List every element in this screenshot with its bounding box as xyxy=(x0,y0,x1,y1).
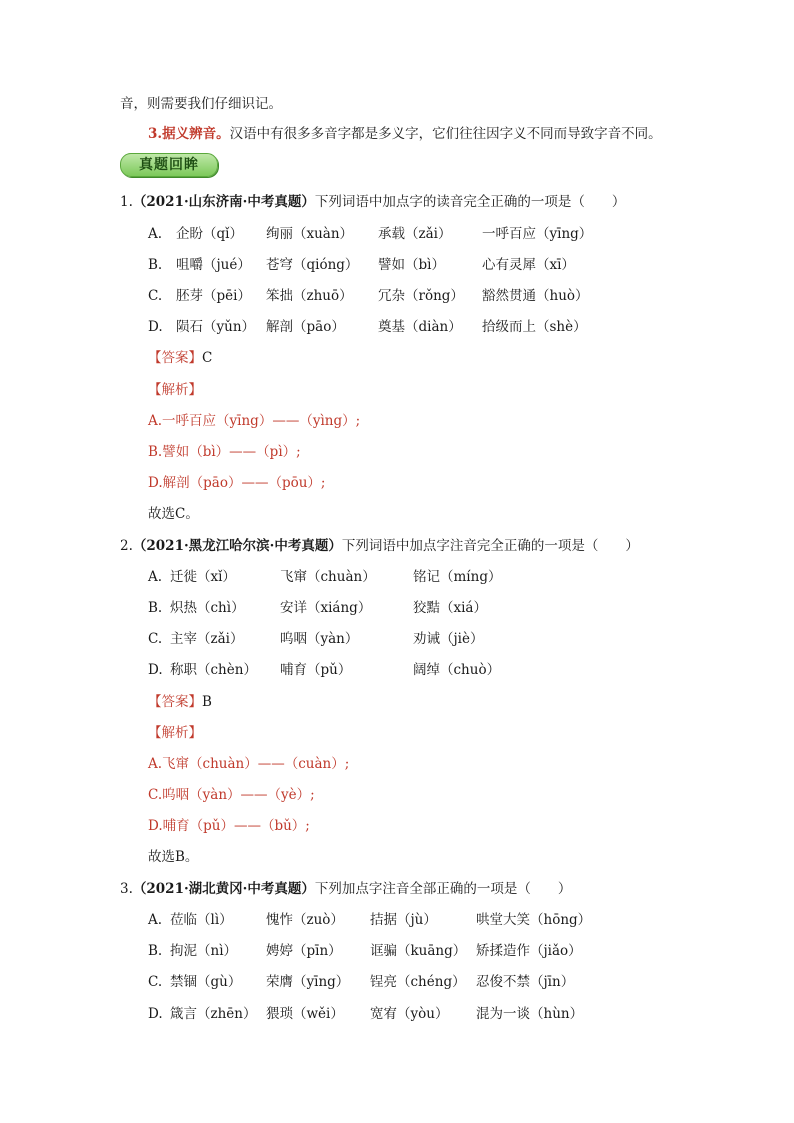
conclusion: 故选C。 xyxy=(148,506,199,522)
option-label: B. xyxy=(148,600,163,616)
question-number: 3. xyxy=(120,881,133,897)
answer-value: C xyxy=(202,350,213,366)
point-text: 汉语中有很多多音字都是多义字，它们往往因字义不同而导致字音不同。 xyxy=(229,126,662,142)
option-label: C. xyxy=(148,631,163,647)
question-stem: 下列词语中加点字注音完全正确的一项是（ ） xyxy=(341,538,639,554)
option-item: 笨拙（zhuō） xyxy=(266,288,353,304)
option-item: 陨石（yǔn） xyxy=(176,319,256,335)
option-label: D. xyxy=(148,1006,163,1022)
point-number: 3. xyxy=(148,126,163,142)
option-item: 一呼百应（yīng） xyxy=(482,226,593,242)
option-item: 企盼（qǐ） xyxy=(176,226,243,242)
option-item: 承载（zǎi） xyxy=(378,226,452,242)
answer-tag: 【答案】 xyxy=(148,350,202,366)
option-item: 猥琐（wěi） xyxy=(266,1006,344,1022)
question-number: 2. xyxy=(120,538,133,554)
option-item: 狡黠（xiá） xyxy=(413,600,487,616)
question-source: （2021·黑龙江哈尔滨·中考真题） xyxy=(132,538,342,554)
option-label: B. xyxy=(148,943,163,959)
option-label: B. xyxy=(148,257,163,273)
option-item: 迁徙（xǐ） xyxy=(170,569,236,585)
point-3 xyxy=(148,124,662,144)
option-item: 炽热（chì） xyxy=(170,600,245,616)
analysis-item: D.哺育（pǔ）——（bǔ）; xyxy=(148,818,310,834)
question-source: （2021·湖北黄冈·中考真题） xyxy=(132,881,315,897)
question-2 xyxy=(120,536,639,556)
option-item: 阔绰（chuò） xyxy=(413,662,501,678)
option-item: 混为一谈（hùn） xyxy=(476,1006,584,1022)
intro-text: 音，则需要我们仔细识记。 xyxy=(120,96,282,112)
option-item: 荣膺（yīng） xyxy=(266,974,350,990)
analysis-header xyxy=(148,723,202,743)
option-item: 拘泥（nì） xyxy=(170,943,238,959)
option-label: A. xyxy=(148,569,163,585)
option-item: 愧怍（zuò） xyxy=(266,912,344,928)
option-label: D. xyxy=(148,319,163,335)
option-item: 莅临（lì） xyxy=(170,912,233,928)
option-item: 心有灵犀（xī） xyxy=(482,257,575,273)
option-item: 飞窜（chuàn） xyxy=(280,569,376,585)
question-stem: 下列词语中加点字的读音完全正确的一项是（ ） xyxy=(314,194,626,210)
section-badge-label: 真题回眸 xyxy=(139,157,199,173)
option-item: 矫揉造作（jiǎo） xyxy=(476,943,582,959)
point-title: 据义辨音。 xyxy=(162,126,230,142)
option-item: 宽宥（yòu） xyxy=(370,1006,449,1022)
analysis-tag: 【解析】 xyxy=(148,725,202,741)
option-item: 锃亮（chéng） xyxy=(370,974,466,990)
option-item: 咀嚼（jué） xyxy=(176,257,251,273)
analysis-header xyxy=(148,380,202,400)
intro-line xyxy=(120,94,282,114)
option-item: 称职（chèn） xyxy=(170,662,257,678)
option-item: 奠基（diàn） xyxy=(378,319,462,335)
question-3 xyxy=(120,879,571,899)
analysis-item: A.飞窜（chuàn）——（cuàn）; xyxy=(148,756,350,772)
question-stem: 下列加点字注音全部正确的一项是（ ） xyxy=(314,881,572,897)
analysis-tag: 【解析】 xyxy=(148,382,202,398)
answer-line xyxy=(148,692,212,712)
option-item: 胚芽（pēi） xyxy=(176,288,251,304)
option-item: 譬如（bì） xyxy=(378,257,445,273)
option-item: 绚丽（xuàn） xyxy=(266,226,354,242)
option-item: 主宰（zǎi） xyxy=(170,631,244,647)
option-item: 哺育（pǔ） xyxy=(280,662,352,678)
question-source: （2021·山东济南·中考真题） xyxy=(132,194,315,210)
option-item: 拮据（jù） xyxy=(370,912,437,928)
option-label: D. xyxy=(148,662,163,678)
option-label: A. xyxy=(148,912,163,928)
option-item: 箴言（zhēn） xyxy=(170,1006,257,1022)
question-1 xyxy=(120,192,625,212)
analysis-item: D.解剖（pāo）——（pōu）; xyxy=(148,475,326,491)
option-item: 铭记（míng） xyxy=(413,569,502,585)
conclusion: 故选B。 xyxy=(148,849,199,865)
analysis-item: A.一呼百应（yīng）——（yìng）; xyxy=(148,413,361,429)
analysis-item: C.呜咽（yàn）——（yè）; xyxy=(148,787,315,803)
answer-tag: 【答案】 xyxy=(148,694,202,710)
option-label: A. xyxy=(148,226,163,242)
option-item: 呜咽（yàn） xyxy=(280,631,359,647)
option-label: C. xyxy=(148,974,163,990)
option-item: 安详（xiáng） xyxy=(280,600,372,616)
option-item: 诓骗（kuāng） xyxy=(370,943,467,959)
section-badge xyxy=(120,153,218,177)
option-item: 解剖（pāo） xyxy=(266,319,345,335)
option-item: 忍俊不禁（jīn） xyxy=(476,974,575,990)
option-item: 豁然贯通（huò） xyxy=(482,288,589,304)
answer-line xyxy=(148,348,212,368)
option-item: 冗杂（rǒng） xyxy=(378,288,464,304)
option-item: 拾级而上（shè） xyxy=(482,319,587,335)
option-item: 娉婷（pīn） xyxy=(266,943,342,959)
option-item: 劝诫（jiè） xyxy=(413,631,484,647)
option-label: C. xyxy=(148,288,163,304)
answer-value: B xyxy=(202,694,212,710)
option-item: 哄堂大笑（hōng） xyxy=(476,912,592,928)
option-item: 苍穹（qióng） xyxy=(266,257,359,273)
option-item: 禁锢（gù） xyxy=(170,974,242,990)
analysis-item: B.譬如（bì）——（pì）; xyxy=(148,444,301,460)
question-number: 1. xyxy=(120,194,133,210)
